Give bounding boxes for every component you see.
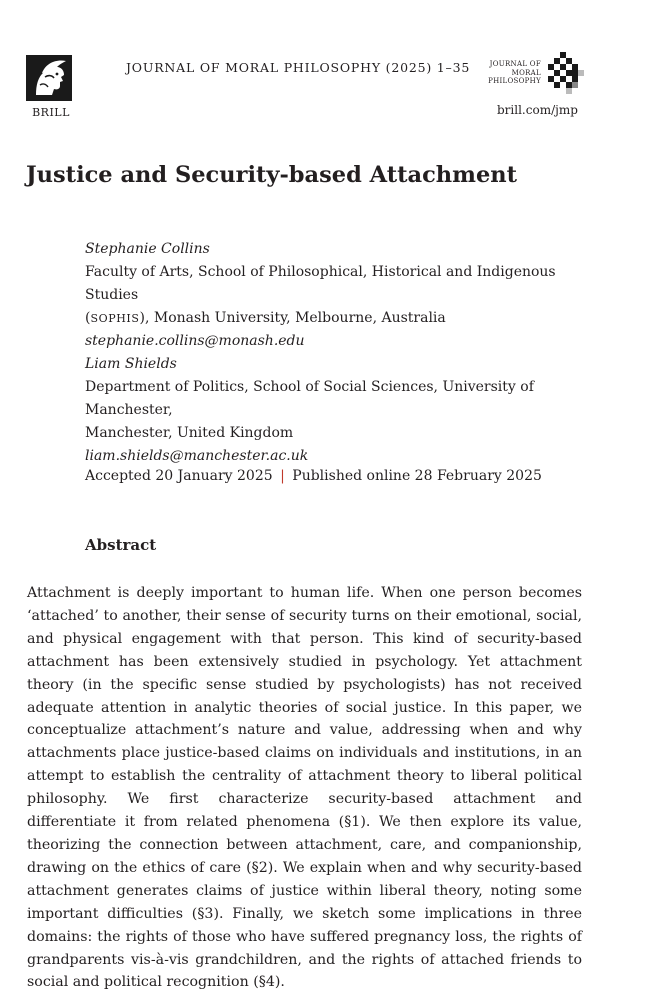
article-title: Justice and Security-based Attachment <box>26 162 518 188</box>
affiliation-acronym: SOPHIS <box>90 312 140 325</box>
accepted-date: Accepted 20 January 2025 <box>85 468 273 484</box>
journal-logo-icon <box>546 52 584 98</box>
publisher-name: BRILL <box>32 106 70 119</box>
running-head: JOURNAL OF MORAL PHILOSOPHY (2025) 1–35 <box>126 60 471 75</box>
author-name: Liam Shields <box>85 356 177 372</box>
published-date: Published online 28 February 2025 <box>292 468 542 484</box>
author-affiliation: (SOPHIS), Monash University, Melbourne, Australia <box>85 310 446 326</box>
affiliation-rest: , Monash University, Melbourne, Australia <box>144 310 446 326</box>
journal-url: brill.com/jmp <box>497 103 578 117</box>
abstract-text: Attachment is deeply important to human life. When one person becomes ‘attached’ to another, their sense of security turns on their emotional, social, and physical engagement with that person. This kind of security-based attachment has been extensively studied in psychology. Yet attachment theory (in the specific sense studied by psychologists) has not received adequate attention in analytic theories of social justice. In this paper, we conceptualize attachment’s nature and value, addressing when and why attachments place justice-based claims on individuals and institutions, in an attempt to establish the centrality of attachment theory to liberal political philosophy. We first characterize security-based attachment and differentiate it from related phenomena (§1). We then explore its value, theorizing the connection between attachment, care, and companionship, drawing on the ethics of care (§2). We explain when and why security-based attachment generates claims of justice within liberal theory, noting some important difficulties (§3). Finally, we sketch some implications in three domains: the rights of those who have suffered pregnancy loss, the rights of grandparents vis-à-vis grandchildren, and the rights of attached friends to social and political recognition (§4). <box>27 585 582 991</box>
abstract-heading: Abstract <box>85 536 157 554</box>
author-affiliation: Department of Politics, School of Social Sciences, University of Manchester, <box>85 379 534 418</box>
journal-logo-line: PHILOSOPHY <box>488 77 541 85</box>
author-block <box>85 238 605 353</box>
author-affiliation: Manchester, United Kingdom <box>85 425 294 441</box>
publication-dates <box>85 468 542 484</box>
author-name: Stephanie Collins <box>85 241 210 257</box>
brill-logo-icon <box>26 55 72 101</box>
journal-logo-line: JOURNAL OF <box>489 60 541 68</box>
author-affiliation: Faculty of Arts, School of Philosophical, Historical and Indigenous Studies <box>85 264 556 303</box>
date-separator: | <box>280 468 285 484</box>
journal-logo-text <box>478 60 541 86</box>
helmeted-head-logo-icon <box>26 55 72 101</box>
author-email: stephanie.collins@monash.edu <box>85 333 305 349</box>
author-email: liam.shields@manchester.ac.uk <box>85 448 309 464</box>
author-block <box>85 353 605 468</box>
journal-logo-line: MORAL <box>511 68 541 77</box>
pixel-mosaic-logo-icon <box>546 52 584 98</box>
